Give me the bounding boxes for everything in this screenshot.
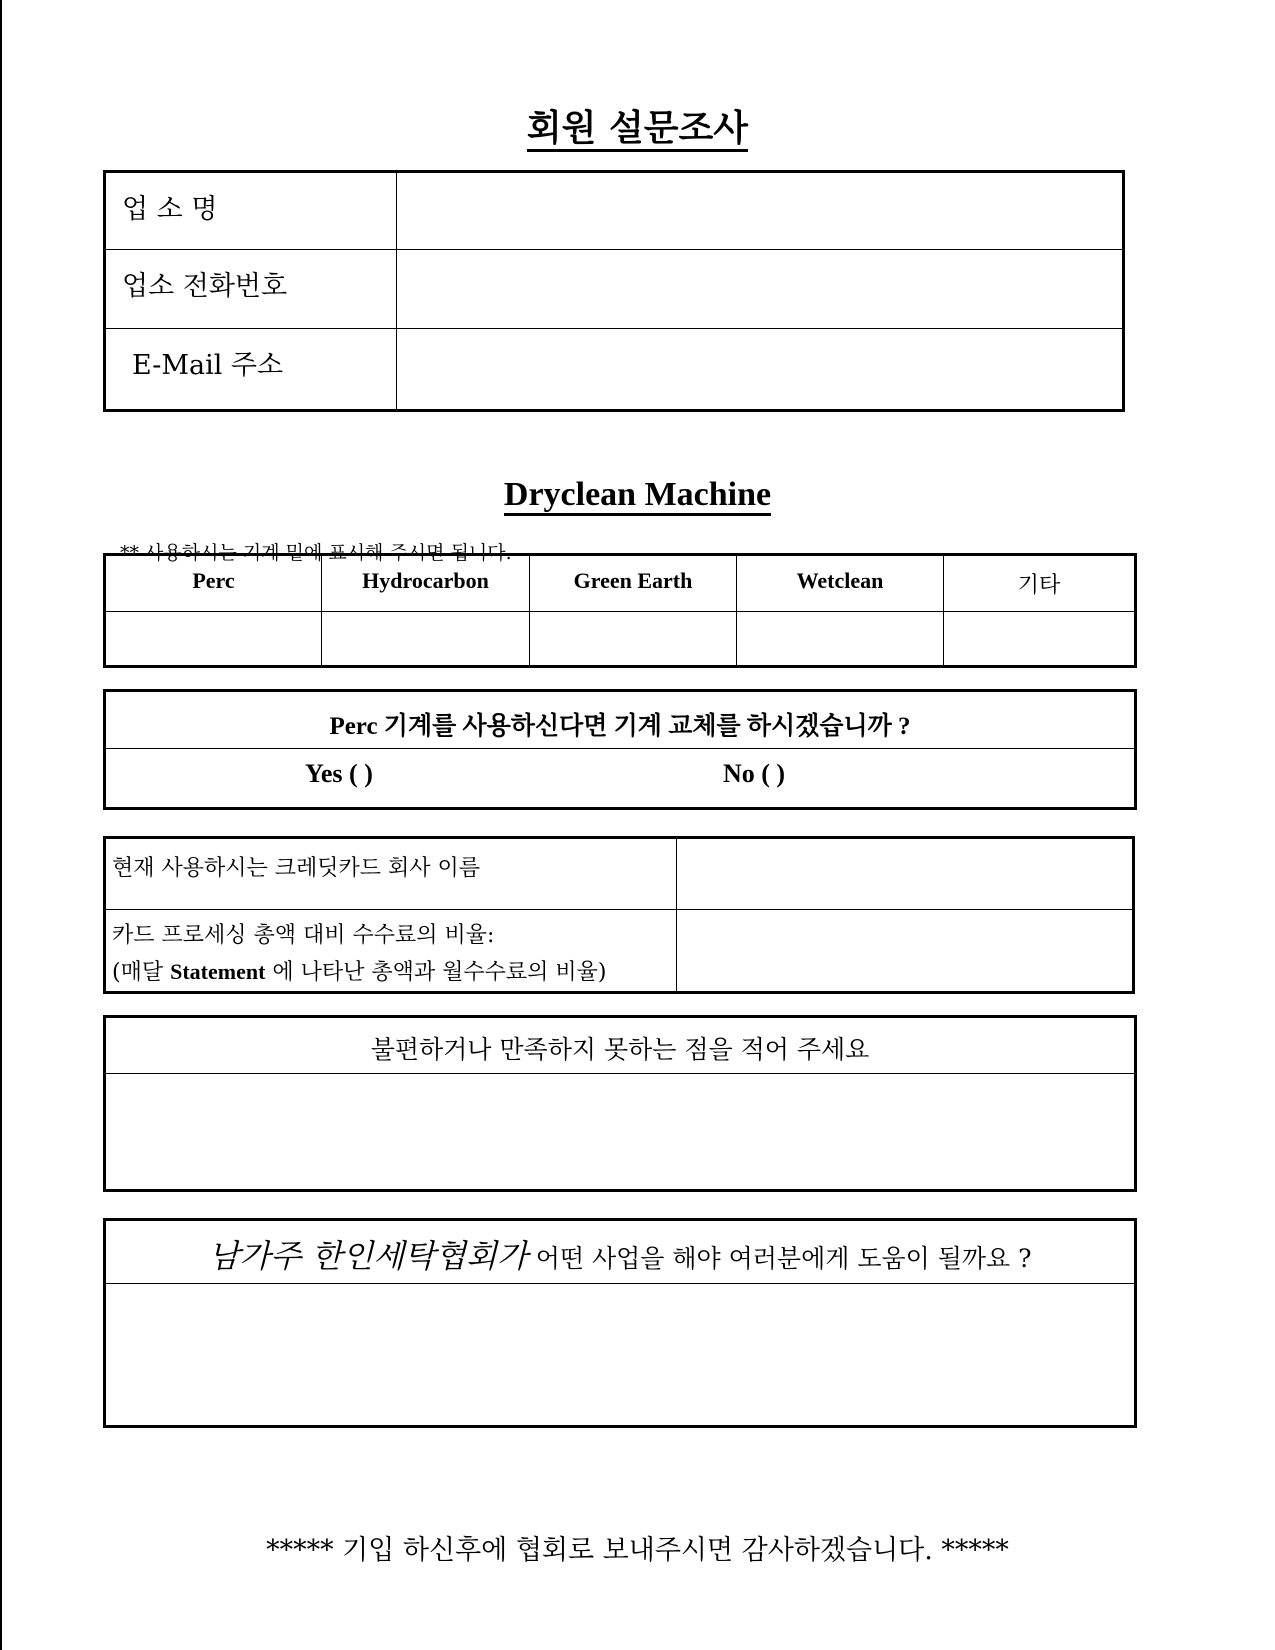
- col-hydrocarbon: Hydrocarbon: [322, 555, 530, 612]
- complaint-field[interactable]: [106, 1074, 1134, 1184]
- machine-note: ** 사용하시는 기계 밑에 표시해 주시면 됩니다.: [120, 542, 512, 564]
- card-rate-label-line2: [112, 954, 676, 991]
- no-option[interactable]: No ( ): [723, 759, 786, 788]
- association-question-box: [103, 1218, 1137, 1428]
- card-rate-paren-rest: 에 나타난 총액과 월수수료의 비율): [265, 960, 607, 985]
- business-phone-row: [105, 250, 1124, 329]
- association-question: [106, 1221, 1134, 1284]
- perc-answer-row: [106, 749, 1134, 809]
- card-rate-row: [105, 910, 1134, 993]
- email-field[interactable]: [397, 329, 1124, 411]
- mark-other-cell[interactable]: [944, 612, 1136, 667]
- email-label: E-Mail 주소: [105, 329, 397, 411]
- card-rate-label: [105, 910, 677, 993]
- machine-table: [103, 553, 1137, 668]
- card-rate-paren-open: (매달: [112, 960, 171, 985]
- page-title: 회원 설문조사: [0, 100, 1275, 151]
- left-margin-rule: [0, 0, 2, 1650]
- business-name-row: [105, 172, 1124, 250]
- col-perc: Perc: [105, 555, 322, 612]
- col-other: 기타: [944, 555, 1136, 612]
- footer-note: ***** 기입 하신후에 협회로 보내주시면 감사하겠습니다. *****: [266, 1535, 1009, 1566]
- business-phone-label: 업소 전화번호: [105, 250, 397, 329]
- card-company-field[interactable]: [677, 838, 1134, 910]
- mark-wetclean-cell[interactable]: [737, 612, 944, 667]
- card-rate-label-line1: 카드 프로세싱 총액 대비 수수료의 비율:: [112, 923, 495, 948]
- card-rate-field[interactable]: [677, 910, 1134, 993]
- yes-option[interactable]: Yes ( ): [305, 759, 373, 788]
- mark-green-earth-cell[interactable]: [530, 612, 737, 667]
- col-green-earth: Green Earth: [530, 555, 737, 612]
- business-name-label: 업 소 명: [105, 172, 397, 250]
- card-company-row: [105, 838, 1134, 910]
- machine-section-title: Dryclean Machine: [0, 476, 1275, 514]
- perc-question-text: Perc 기계를 사용하신다면 기계 교체를 하시겠습니까 ?: [106, 692, 1134, 749]
- business-name-field[interactable]: [397, 172, 1124, 250]
- credit-card-table: [103, 836, 1135, 994]
- association-name: 남가주 한인세탁협회가: [208, 1237, 528, 1275]
- email-row: [105, 329, 1124, 411]
- col-wetclean: Wetclean: [737, 555, 944, 612]
- business-info-table: [103, 170, 1125, 412]
- machine-header-row: [105, 555, 1136, 612]
- perc-question-box: [103, 689, 1137, 810]
- machine-mark-row: [105, 612, 1136, 667]
- complaint-label: 불편하거나 만족하지 못하는 점을 적어 주세요: [106, 1018, 1134, 1074]
- mark-hydrocarbon-cell[interactable]: [322, 612, 530, 667]
- business-phone-field[interactable]: [397, 250, 1124, 329]
- complaint-box: [103, 1015, 1137, 1192]
- association-question-text: 어떤 사업을 해야 여러분에게 도움이 될까요 ?: [527, 1244, 1032, 1273]
- mark-perc-cell[interactable]: [105, 612, 322, 667]
- card-company-label: 현재 사용하시는 크레딧카드 회사 이름: [105, 838, 677, 910]
- association-answer-field[interactable]: [106, 1284, 1134, 1426]
- statement-word: Statement: [170, 959, 266, 984]
